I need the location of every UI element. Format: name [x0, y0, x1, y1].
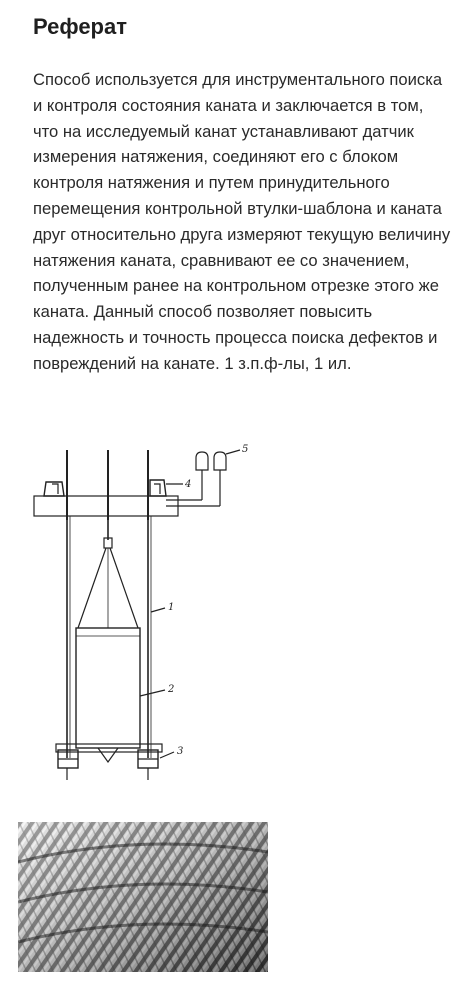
control-unit-1: [196, 452, 208, 470]
label-5: 5: [242, 444, 249, 455]
label-2: 2: [168, 684, 175, 695]
steel-rope-photo: [18, 822, 268, 972]
patent-drawing: [28, 440, 268, 790]
label-4: 4: [185, 479, 192, 490]
label-3: 3: [177, 746, 184, 757]
label-1: 1: [168, 602, 175, 613]
abstract-paragraph: Способ используется для инструментального поиска и контроля состояния каната и заключается в том, что на исследуемый канат устанавливают датчик измерения натяжения, соединяют его с блоком контроля натяжения и путем принудительного перемещения контрольной втулки-шаблона и каната друг относительно друга измеряют текущую величину натяжения каната, сравнивают ее со значением, полученным ранее на контрольном отрезке этого же каната. Данный способ позволяет повысить надежность и точность процесса поиска дефектов и повреждений на канате. 1 з.п.ф-лы, 1 ил.: [33, 70, 451, 373]
cage: [76, 628, 140, 748]
page-title: Реферат: [33, 14, 128, 39]
top-beam: [34, 496, 178, 516]
sensor-block-right: [150, 480, 166, 496]
control-unit-2: [214, 452, 226, 470]
